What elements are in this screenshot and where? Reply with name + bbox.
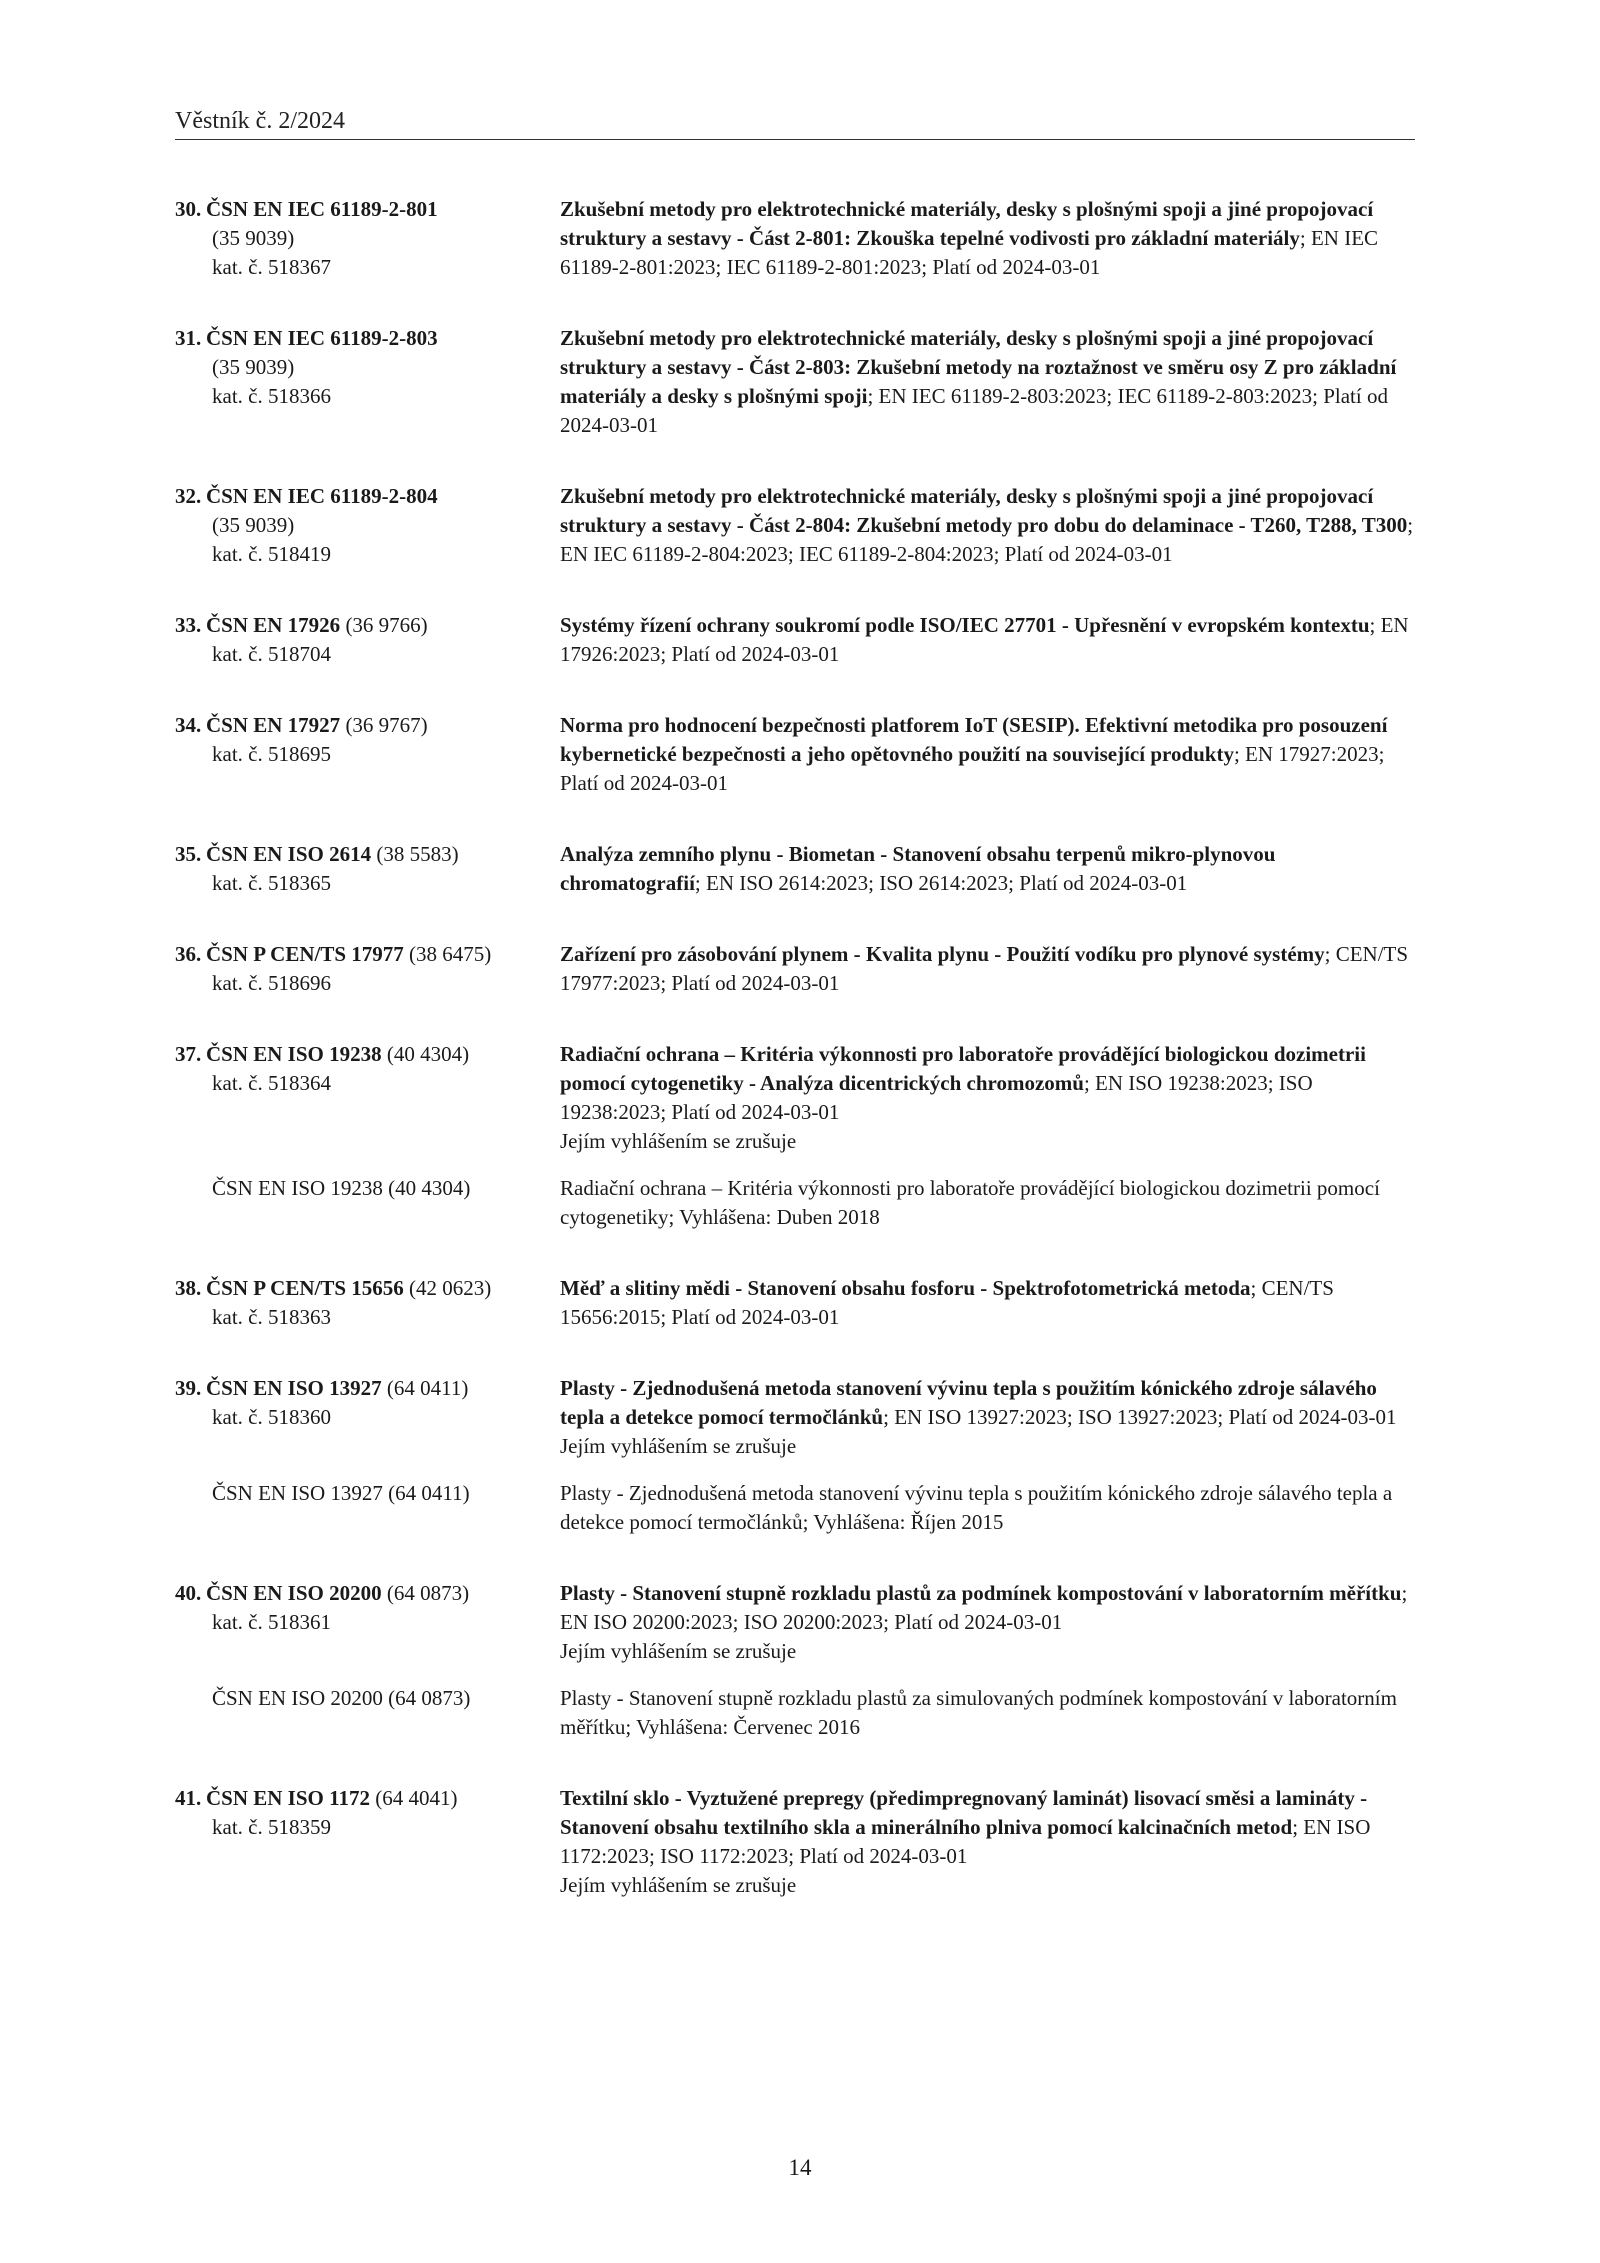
standard-code: ČSN EN ISO 2614 xyxy=(206,842,372,866)
standard-title: Norma pro hodnocení bezpečnosti platforem IoT (SESIP). Efektivní metodika pro posouzení kybernetické bezpečnosti a jeho opětovného použití na související produkty xyxy=(560,713,1388,766)
entry-description xyxy=(560,840,1415,898)
standard-title: Zkušební metody pro elektrotechnické materiály, desky s plošnými spoji a jiné propojovací struktury a sestavy - Část 2-804: Zkušební metody pro dobu do delaminace - T260, T288, T300 xyxy=(560,484,1408,537)
standard-code: ČSN P CEN/TS 17977 xyxy=(206,942,404,966)
entry-main xyxy=(175,611,1415,669)
entry-description xyxy=(560,324,1415,440)
standard-details: ; EN ISO 13927:2023; ISO 13927:2023; Platí od 2024-03-01 xyxy=(883,1405,1397,1429)
entry-description xyxy=(560,611,1415,669)
entry-number: 33. xyxy=(175,613,202,637)
entry-main xyxy=(175,482,1415,569)
standard-entry xyxy=(175,482,1415,569)
standard-details: ; EN ISO 19238:2023; ISO 19238:2023; Platí od 2024-03-01 xyxy=(560,1071,1313,1124)
catalog-number: kat. č. 518365 xyxy=(212,871,331,895)
entry-description xyxy=(560,1784,1415,1900)
entry-main xyxy=(175,940,1415,998)
entry-description xyxy=(560,940,1415,998)
classification-code: (42 0623) xyxy=(403,1276,492,1300)
entry-identifiers xyxy=(175,940,560,998)
entry-identifiers xyxy=(175,1784,560,1900)
standard-title: Plasty - Stanovení stupně rozkladu plastů za podmínek kompostování v laboratorním měřítku xyxy=(560,1581,1402,1605)
catalog-number: kat. č. 518359 xyxy=(212,1815,331,1839)
standard-code: ČSN EN 17926 xyxy=(206,613,341,637)
standard-entry xyxy=(175,195,1415,282)
entry-number: 30. xyxy=(175,197,202,221)
standard-details: ; EN IEC 61189-2-804:2023; IEC 61189-2-804:2023; Platí od 2024-03-01 xyxy=(560,513,1414,566)
entry-identifiers xyxy=(175,840,560,898)
catalog-number: kat. č. 518364 xyxy=(212,1071,331,1095)
replaced-standard xyxy=(175,1479,1415,1537)
standard-details: ; EN IEC 61189-2-801:2023; IEC 61189-2-801:2023; Platí od 2024-03-01 xyxy=(560,226,1379,279)
standard-title: Systémy řízení ochrany soukromí podle ISO/IEC 27701 - Upřesnění v evropském kontextu xyxy=(560,613,1370,637)
standard-title: Zkušební metody pro elektrotechnické materiály, desky s plošnými spoji a jiné propojovací struktury a sestavy - Část 2-801: Zkouška tepelné vodivosti pro základní materiály xyxy=(560,197,1374,250)
catalog-number: kat. č. 518360 xyxy=(212,1405,331,1429)
cancels-note: Jejím vyhlášením se zrušuje xyxy=(560,1873,797,1897)
standard-details: ; EN ISO 2614:2023; ISO 2614:2023; Platí od 2024-03-01 xyxy=(694,871,1188,895)
standard-details: ; EN ISO 20200:2023; ISO 20200:2023; Platí od 2024-03-01 xyxy=(560,1581,1408,1634)
entry-description xyxy=(560,482,1415,569)
standard-code: ČSN EN ISO 20200 xyxy=(206,1581,382,1605)
standard-entry xyxy=(175,1040,1415,1232)
entry-identifiers xyxy=(175,1374,560,1461)
entry-main xyxy=(175,1374,1415,1461)
standard-code: ČSN EN IEC 61189-2-804 xyxy=(206,484,438,508)
entry-main xyxy=(175,195,1415,282)
entry-identifiers xyxy=(175,1274,560,1332)
classification-code: (40 4304) xyxy=(381,1042,470,1066)
standards-list xyxy=(175,195,1415,1900)
entry-number: 35. xyxy=(175,842,202,866)
page-number: 14 xyxy=(788,2155,812,2180)
entry-description xyxy=(560,1274,1415,1332)
standard-entry xyxy=(175,324,1415,440)
entry-identifiers xyxy=(175,195,560,282)
page-header-title: Věstník č. 2/2024 xyxy=(175,108,345,134)
standard-details: ; EN 17926:2023; Platí od 2024-03-01 xyxy=(560,613,1409,666)
cancels-note: Jejím vyhlášením se zrušuje xyxy=(560,1129,797,1153)
replaced-standard-text: Plasty - Zjednodušená metoda stanovení vývinu tepla s použitím kónického zdroje sálavého tepla a detekce pomocí termočlánků; Vyhlášena: Říjen 2015 xyxy=(560,1481,1393,1534)
replaced-standard-code: ČSN EN ISO 19238 (40 4304) xyxy=(212,1176,471,1200)
entry-main xyxy=(175,1274,1415,1332)
classification-code-line: (35 9039) xyxy=(212,226,295,250)
catalog-number: kat. č. 518366 xyxy=(212,384,331,408)
replaced-standard-text: Radiační ochrana – Kritéria výkonnosti pro laboratoře provádějící biologickou dozimetrii pomocí cytogenetiky; Vyhlášena: Duben 2018 xyxy=(560,1176,1380,1229)
standard-code: ČSN EN IEC 61189-2-801 xyxy=(206,197,438,221)
standard-title: Zkušební metody pro elektrotechnické materiály, desky s plošnými spoji a jiné propojovací struktury a sestavy - Část 2-803: Zkušební metody na roztažnost ve směru osy Z pro základní materiály a desky s plošnými spoji xyxy=(560,326,1397,408)
standard-title: Analýza zemního plynu - Biometan - Stanovení obsahu terpenů mikro-plynovou chromatografií xyxy=(560,842,1276,895)
classification-code-line: (35 9039) xyxy=(212,355,295,379)
entry-number: 32. xyxy=(175,484,202,508)
classification-code: (38 5583) xyxy=(371,842,459,866)
standard-entry xyxy=(175,611,1415,669)
standard-entry xyxy=(175,711,1415,798)
entry-main xyxy=(175,840,1415,898)
classification-code: (38 6475) xyxy=(403,942,492,966)
entry-description xyxy=(560,1040,1415,1156)
entry-number: 41. xyxy=(175,1786,202,1810)
entry-main xyxy=(175,711,1415,798)
catalog-number: kat. č. 518419 xyxy=(212,542,331,566)
entry-number: 31. xyxy=(175,326,202,350)
standard-title: Plasty - Zjednodušená metoda stanovení vývinu tepla s použitím kónického zdroje sálavého tepla a detekce pomocí termočlánků xyxy=(560,1376,1377,1429)
standard-details: ; EN 17927:2023; Platí od 2024-03-01 xyxy=(560,742,1385,795)
catalog-number: kat. č. 518695 xyxy=(212,742,331,766)
standard-entry xyxy=(175,840,1415,898)
replaced-standard-code: ČSN EN ISO 13927 (64 0411) xyxy=(212,1481,470,1505)
replaced-standard xyxy=(175,1174,1415,1232)
replaced-standard-code: ČSN EN ISO 20200 (64 0873) xyxy=(212,1686,471,1710)
entry-identifiers xyxy=(175,1040,560,1156)
catalog-number: kat. č. 518361 xyxy=(212,1610,331,1634)
cancels-note: Jejím vyhlášením se zrušuje xyxy=(560,1639,797,1663)
standard-details: ; EN IEC 61189-2-803:2023; IEC 61189-2-803:2023; Platí od 2024-03-01 xyxy=(560,384,1388,437)
classification-code: (64 0873) xyxy=(381,1581,470,1605)
classification-code: (64 0411) xyxy=(381,1376,469,1400)
entry-description xyxy=(560,195,1415,282)
classification-code-line: (35 9039) xyxy=(212,513,295,537)
entry-number: 37. xyxy=(175,1042,202,1066)
classification-code: (36 9766) xyxy=(340,613,428,637)
classification-code: (64 4041) xyxy=(369,1786,458,1810)
page-header xyxy=(175,108,1415,140)
entry-main xyxy=(175,1784,1415,1900)
classification-code: (36 9767) xyxy=(340,713,428,737)
catalog-number: kat. č. 518696 xyxy=(212,971,331,995)
cancels-note: Jejím vyhlášením se zrušuje xyxy=(560,1434,797,1458)
standard-entry xyxy=(175,1784,1415,1900)
standard-entry xyxy=(175,1274,1415,1332)
entry-identifiers xyxy=(175,611,560,669)
standard-details: ; EN ISO 1172:2023; ISO 1172:2023; Platí od 2024-03-01 xyxy=(560,1815,1371,1868)
standard-title: Textilní sklo - Vyztužené prepregy (předimpregnovaný laminát) lisovací směsi a lamináty - Stanovení obsahu textilního skla a minerálního plniva pomocí kalcinačních metod xyxy=(560,1786,1368,1839)
standard-title: Měď a slitiny mědi - Stanovení obsahu fosforu - Spektrofotometrická metoda xyxy=(560,1276,1251,1300)
entry-description xyxy=(560,1579,1415,1666)
standard-code: ČSN EN ISO 13927 xyxy=(206,1376,382,1400)
standard-title: Zařízení pro zásobování plynem - Kvalita plynu - Použití vodíku pro plynové systémy xyxy=(560,942,1325,966)
entry-identifiers xyxy=(175,324,560,440)
entry-number: 38. xyxy=(175,1276,202,1300)
standard-code: ČSN EN ISO 19238 xyxy=(206,1042,382,1066)
entry-number: 36. xyxy=(175,942,202,966)
catalog-number: kat. č. 518704 xyxy=(212,642,331,666)
entry-number: 34. xyxy=(175,713,202,737)
standard-title: Radiační ochrana – Kritéria výkonnosti pro laboratoře provádějící biologickou dozimetrii pomocí cytogenetiky - Analýza dicentrických chromozomů xyxy=(560,1042,1366,1095)
standard-entry xyxy=(175,1374,1415,1537)
standard-code: ČSN EN 17927 xyxy=(206,713,341,737)
entry-description xyxy=(560,1374,1415,1461)
standard-code: ČSN P CEN/TS 15656 xyxy=(206,1276,404,1300)
entry-identifiers xyxy=(175,1579,560,1666)
standard-details: ; CEN/TS 17977:2023; Platí od 2024-03-01 xyxy=(560,942,1409,995)
standard-code: ČSN EN IEC 61189-2-803 xyxy=(206,326,438,350)
standard-entry xyxy=(175,1579,1415,1742)
standard-details: ; CEN/TS 15656:2015; Platí od 2024-03-01 xyxy=(560,1276,1334,1329)
entry-number: 39. xyxy=(175,1376,202,1400)
standard-code: ČSN EN ISO 1172 xyxy=(206,1786,370,1810)
entry-main xyxy=(175,324,1415,440)
replaced-standard-text: Plasty - Stanovení stupně rozkladu plastů za simulovaných podmínek kompostování v laboratorním měřítku; Vyhlášena: Červenec 2016 xyxy=(560,1686,1397,1739)
entry-main xyxy=(175,1040,1415,1156)
entry-main xyxy=(175,1579,1415,1666)
entry-description xyxy=(560,711,1415,798)
entry-identifiers xyxy=(175,711,560,798)
entry-identifiers xyxy=(175,482,560,569)
catalog-number: kat. č. 518367 xyxy=(212,255,331,279)
standard-entry xyxy=(175,940,1415,998)
entry-number: 40. xyxy=(175,1581,202,1605)
catalog-number: kat. č. 518363 xyxy=(212,1305,331,1329)
replaced-standard xyxy=(175,1684,1415,1742)
